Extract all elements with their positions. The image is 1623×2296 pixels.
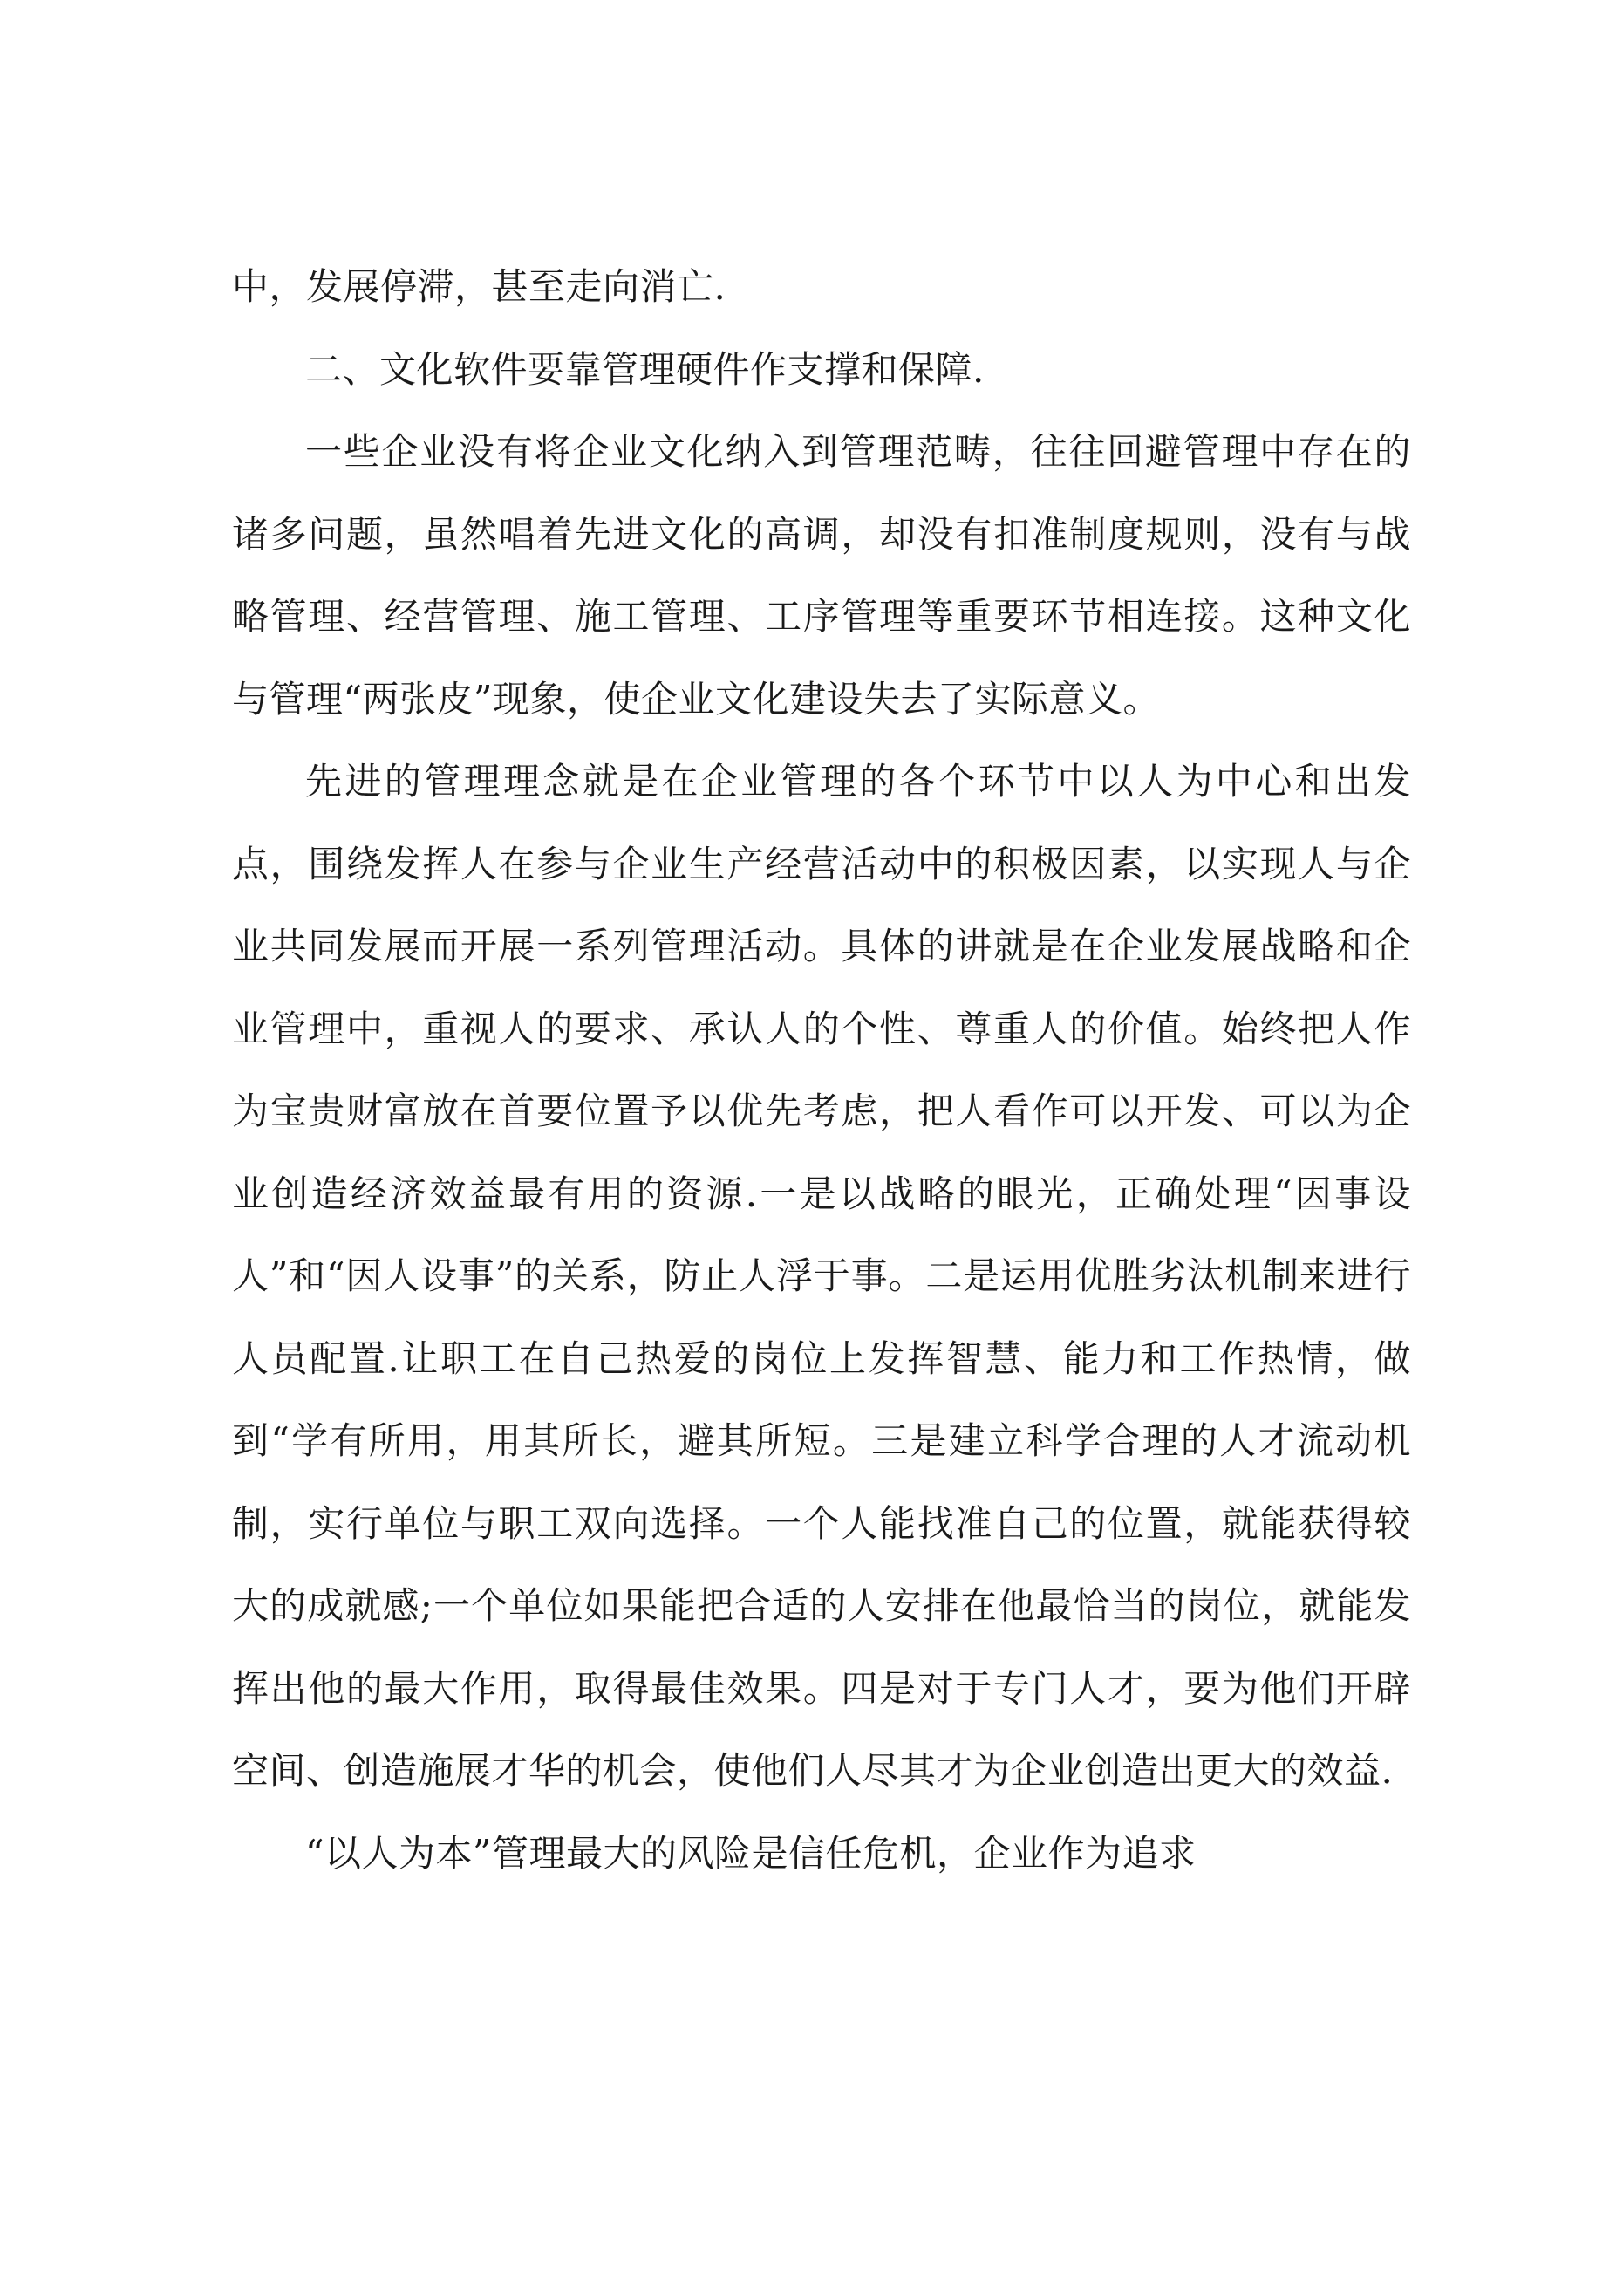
paragraph: “以人为本”管理最大的风险是信任危机，企业作为追求 <box>305 1831 1197 1875</box>
document-body <box>232 246 1411 1895</box>
paragraph-continuation: 中，发展停滞，甚至走向消亡. <box>232 265 726 308</box>
section-heading: 二、文化软件要靠管理硬件作支撑和保障. <box>305 347 985 391</box>
paragraph: 先进的管理理念就是在企业管理的各个环节中以人为中心和出发点，围绕发挥人在参与企业生产经营活动中的积极因素，以实现人与企业共同发展而开展一系列管理活动。具体的讲就是在企业发展战略和企业管理中，重视人的要求、承认人的个性、尊重人的价值。始终把人作为宝贵财富放在首要位置予以优先考虑，把人看作可以开发、可以为企业创造经济效益最有用的资源.一是以战略的眼光，正确处理“因事设人”和“因人设事”的关系，防止人浮于事。二是运用优胜劣汰机制来进行人员配置.让职工在自己热爱的岗位上发挥智慧、能力和工作热情，做到“学有所用，用其所长，避其所短。三是建立科学合理的人才流动机制，实行单位与职工双向选择。一个人能找准自己的位置，就能获得较大的成就感;一个单位如果能把合适的人安排在他最恰当的岗位，就能发挥出他的最大作用，取得最佳效果。四是对于专门人才，要为他们开辟空间、创造施展才华的机会，使他们人尽其才为企业创造出更大的效益. <box>232 760 1411 1792</box>
paragraph: 一些企业没有将企业文化纳入到管理范畴，往往回避管理中存在的诸多问题，虽然唱着先进文化的高调，却没有扣准制度规则，没有与战略管理、经营管理、施工管理、工序管理等重要环节相连接。这种文化与管理“两张皮”现象，使企业文化建设失去了实际意义。 <box>232 430 1411 721</box>
